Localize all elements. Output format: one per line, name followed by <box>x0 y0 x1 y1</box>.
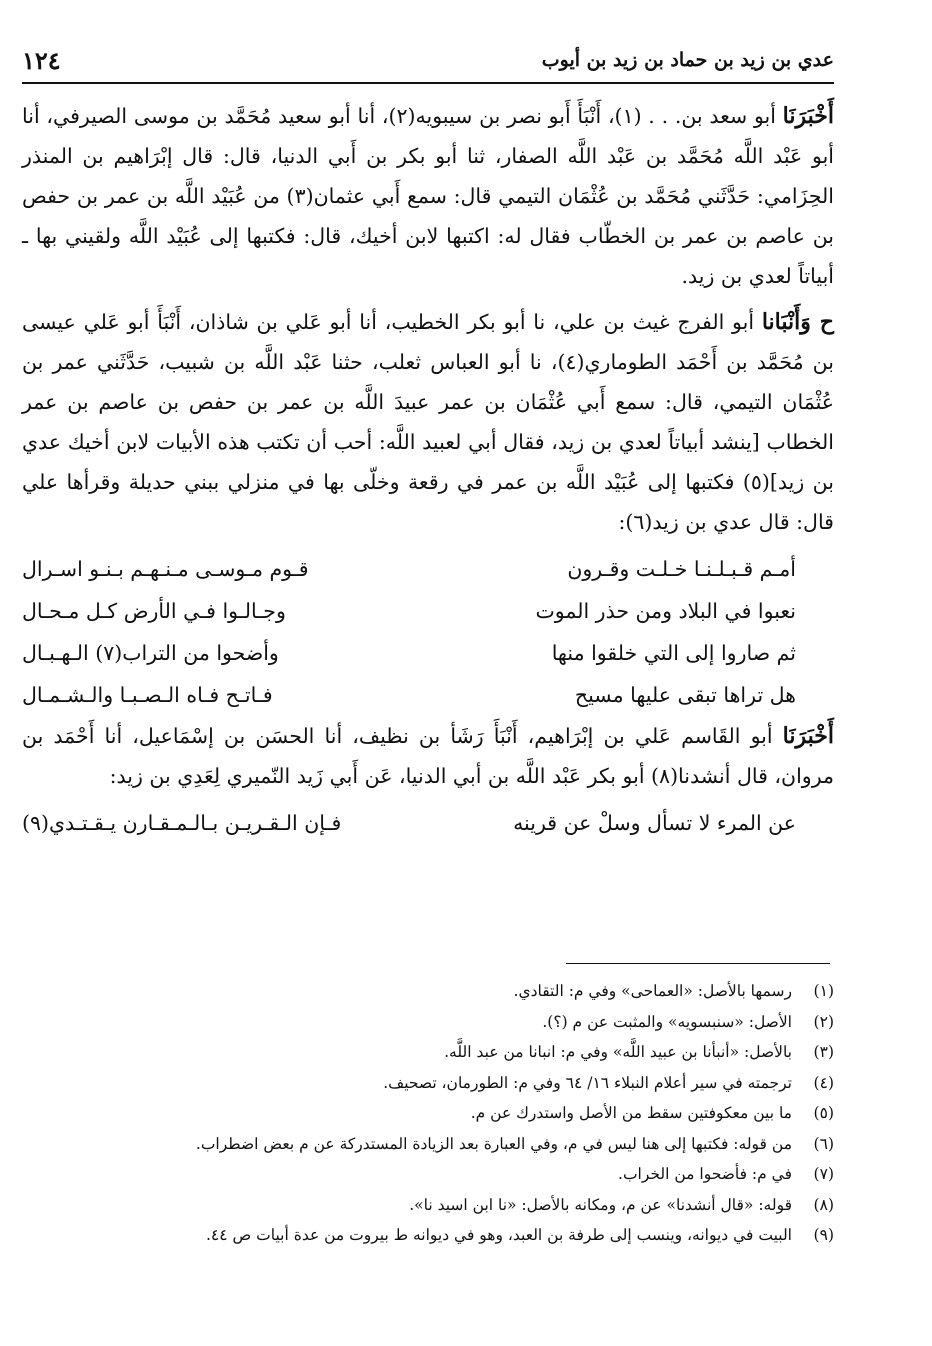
footnote-number: (٥) <box>813 1104 834 1123</box>
footnote <box>104 976 834 1007</box>
paragraph-text: أبو القَاسم عَلي بن إبْرَاهيم، أَنْبَأَ رَشَأ بن نظيف، أنا الحسَن بن إسْمَاعيل، أنا أَحْمَد بن مروان، قال أنشدنا(٨) أبو بكر عَبْد اللَّه بن أبي الدنيا، عَن أَبي زَيد النّميري لِعَدِي بن زيد: <box>22 724 834 788</box>
poem-verse <box>22 802 834 844</box>
poem-verse <box>22 674 834 716</box>
footnote-text: رسمها بالأصل: «العماحى» وفي م: التقادي. <box>513 982 792 1001</box>
paragraph <box>22 96 834 296</box>
running-title: عدي بن زيد بن حماد بن زيد بن أيوب <box>541 49 834 71</box>
footnote-text: البيت في ديوانه، وينسب إلى طرفة بن العبد، وهو في ديوانه ط بيروت من عدة أبيات ص ٤٤. <box>205 1226 792 1245</box>
verse-first-hemistich: عن المرء لا تسأل وسلْ عن قرينه <box>513 811 796 835</box>
footnote-number: (٢) <box>813 1012 834 1031</box>
footnote-text: بالأصل: «أنبأنا بن عبيد اللَّه» وفي م: انبانا من عبد اللَّه. <box>444 1043 792 1062</box>
footnote-number: (٩) <box>813 1226 834 1245</box>
page-number: ١٢٤ <box>22 45 61 75</box>
verse-first-hemistich: أمـم قـبـلـنـا خـلـت وقـرون <box>567 557 796 581</box>
footnote-number: (٧) <box>813 1165 834 1184</box>
footnote-text: ما بين معكوفتين سقط من الأصل واستدرك عن م. <box>470 1104 792 1123</box>
footnote-number: (٦) <box>813 1134 834 1153</box>
paragraph <box>22 302 834 542</box>
verse-second-hemistich: وجـالـوا فـي الأرض كـل مـحـال <box>22 599 286 623</box>
footnote-number: (٣) <box>813 1043 834 1062</box>
footnote <box>104 1190 834 1221</box>
verse-second-hemistich: فـإن الـقـريـن بـالـمـقـارن يـقـتـدي(٩) <box>22 811 342 835</box>
footnote <box>104 1068 834 1099</box>
verse-first-hemistich: هل تراها تبقى عليها مسيح <box>574 683 796 707</box>
footnote-text: ترجمته في سير أعلام النبلاء ١٦/ ٦٤ وفي م: الطورمان، تصحيف. <box>383 1073 792 1092</box>
verse-second-hemistich: قـوم مـوسـى مـنـهـم بـنـو اسـرال <box>22 557 309 581</box>
verse-second-hemistich: وأضحوا من التراب(٧) الـهـبـال <box>22 641 279 665</box>
footnote <box>104 1098 834 1129</box>
verse-first-hemistich: نعبوا في البلاد ومن حذر الموت <box>535 599 796 623</box>
footnote-number: (١) <box>813 982 834 1001</box>
narration-keyword: أَخْبَرَنَا <box>782 723 834 749</box>
page-header <box>22 40 834 80</box>
footnote <box>104 1007 834 1038</box>
footnote <box>104 1220 834 1251</box>
footnote-text: قوله: «قال أنشدنا» عن م، ومكانه بالأصل: «نا ابن اسيد نا». <box>409 1195 792 1214</box>
poem-verse <box>22 632 834 674</box>
verse-second-hemistich: فـاتـح فـاه الـصـبـا والـشـمـال <box>22 683 273 707</box>
narration-keyword: أَخْبَرَنَا <box>782 103 834 129</box>
poem-verse <box>22 590 834 632</box>
footnotes <box>104 976 834 1251</box>
paragraph <box>22 716 834 796</box>
footnote-rule <box>566 963 830 964</box>
footnote-text: من قوله: فكتبها إلى هنا ليس في م، وفي العبارة بعد الزيادة المستدركة عن م بعض اضطراب. <box>195 1134 792 1153</box>
footnote-text: الأصل: «سنبسويه» والمثبت عن م (؟). <box>542 1012 792 1031</box>
footnote-number: (٨) <box>813 1195 834 1214</box>
footnote <box>104 1129 834 1160</box>
narration-keyword: ح وَأَنْبَانا <box>761 309 834 335</box>
verse-first-hemistich: ثم صاروا إلى التي خلقوا منها <box>551 641 796 665</box>
footnote-text: في م: فأضحوا من الخراب. <box>618 1165 792 1184</box>
footnote <box>104 1159 834 1190</box>
paragraph-text: أبو سعد بن. . . (١)، أَنْبَأَ أَبو نصر بن سيبويه(٢)، أنا أبو سعيد مُحَمَّد بن موسى الصيرفي، أنا أبو عَبْد اللَّه مُحَمَّد بن عَبْد اللَّه الصفار، ثنا أبو بكر بن أَبي الدنيا، قال: قال إبْرَاهيم بن المنذر الحِزَامي: حَدَّثَني مُحَمَّد بن عُثْمَان التيمي قال: سمع أَبي عثمان(٣) من عُبَيْد اللَّه بن عمر بن حفص بن عاصم بن عمر بن الخطّاب فقال له: اكتبها لابن أخيك، قال: فكتبها إلى عُبَيْد اللَّه ولقيني بها ـ أبياتاً لعدي بن زيد. <box>22 104 834 288</box>
header-rule <box>22 82 834 84</box>
footnote-number: (٤) <box>813 1073 834 1092</box>
footnote <box>104 1037 834 1068</box>
poem-verse <box>22 548 834 590</box>
main-text <box>22 96 834 844</box>
paragraph-text: أبو الفرج غيث بن علي، نا أبو بكر الخطيب، أنا أبو عَلي بن شاذان، أَنْبَأَ أبو عَلي عيسى بن مُحَمَّد بن أَحْمَد الطوماري(٤)، نا أبو العباس ثعلب، حثنا عَبْد اللَّه بن شبيب، حَدَّثَني عمر بن عُثْمَان التيمي، قال: سمع أَبي عُثْمَان بن عمر عبيدَ اللَّه بن عمر بن حفص بن عاصم بن عمر الخطاب [ينشد أبياتاً لعدي بن زيد، فقال أبي لعبيد اللَّه: أحب أن تكتب هذه الأبيات لابن أخيك عدي بن زيد](٥) فكتبها إلى عُبَيْد اللَّه بن عمر في رقعة وخلّى بها في منزلي ببني حديلة وقرأها علي قال: قال عدي بن زيد(٦): <box>22 310 834 534</box>
